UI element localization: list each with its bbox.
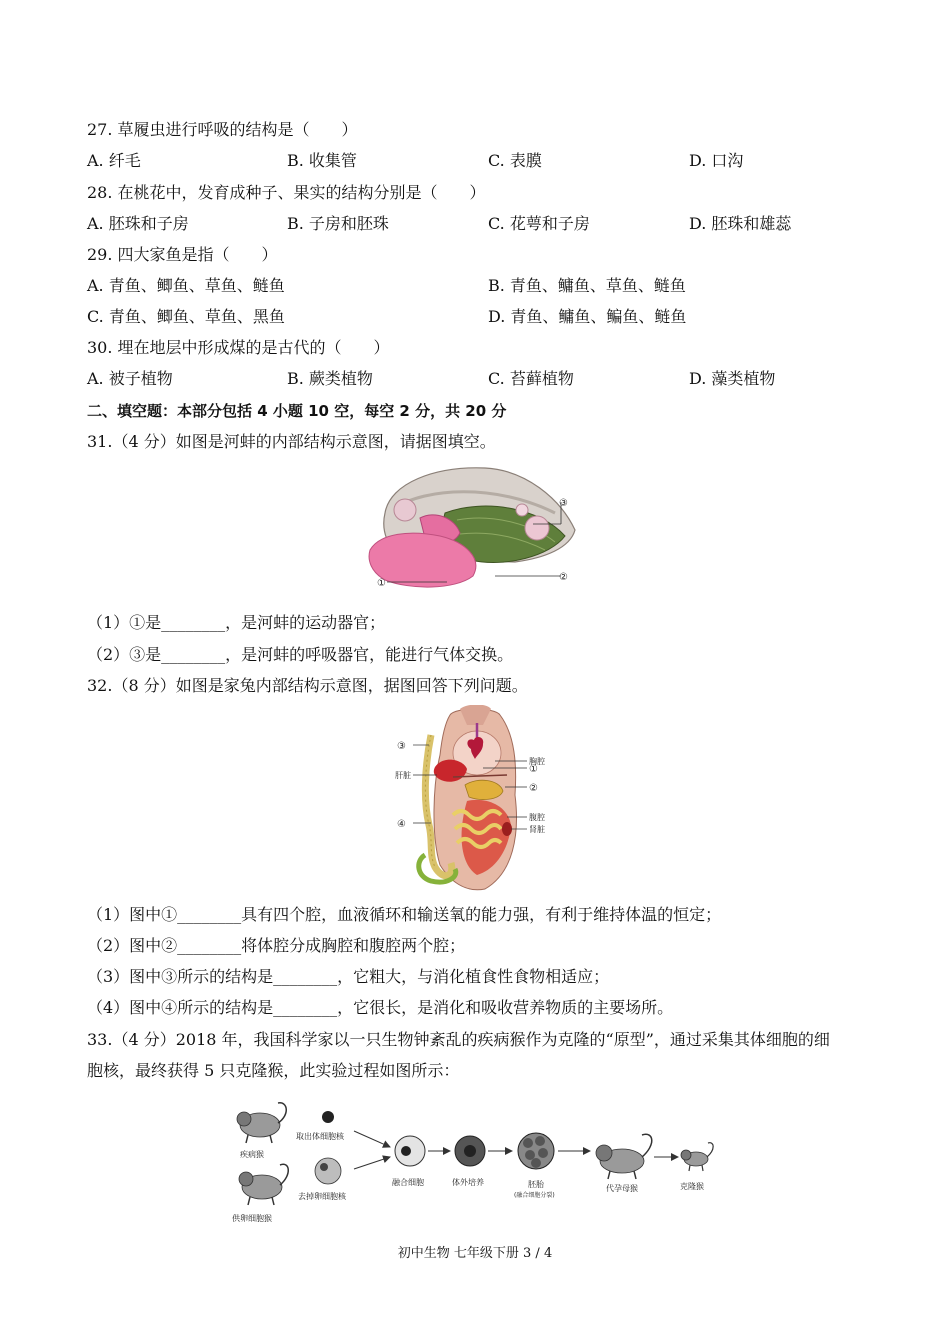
mussel-label-3: ③ <box>559 498 568 509</box>
rabbit-label-2: ② <box>529 783 538 794</box>
q29-option-d[interactable]: D. 青鱼、鳙鱼、鳊鱼、鲢鱼 <box>488 307 687 326</box>
q32-sub-1: （1）图中①________具有四个腔，血液循环和输送氧的能力强，有利于维持体温的恒定； <box>87 905 722 924</box>
section-heading: 二、填空题：本部分包括 4 小题 10 空，每空 2 分，共 20 分 <box>87 402 507 420</box>
label-embryo: 胚胎 <box>528 1180 544 1189</box>
label-sick-monkey: 疾病猴 <box>240 1150 264 1159</box>
q33-stem-line2: 胞核，最终获得 5 只克隆猴，此实验过程如图所示： <box>87 1061 460 1080</box>
q27-option-c[interactable]: C. 表膜 <box>488 151 542 170</box>
label-fused-cell: 融合细胞 <box>392 1178 424 1187</box>
label-surrogate: 代孕母猴 <box>606 1184 638 1193</box>
q30-option-b[interactable]: B. 蕨类植物 <box>287 369 373 388</box>
label-take-nucleus: 取出体细胞核 <box>296 1132 344 1141</box>
q28-stem: 28. 在桃花中，发育成种子、果实的结构分别是（ ） <box>87 183 486 202</box>
label-donor-monkey: 供卵细胞猴 <box>232 1214 272 1223</box>
page-footer: 初中生物 七年级下册 3 / 4 <box>397 1246 553 1261</box>
label-remove-nucleus: 去掉卵细胞核 <box>298 1192 346 1201</box>
rabbit-figure <box>395 705 570 893</box>
embryo-icon <box>518 1133 554 1169</box>
q27-option-b[interactable]: B. 收集管 <box>287 151 357 170</box>
surrogate-monkey-icon <box>596 1134 652 1179</box>
clone-monkey-icon <box>681 1143 713 1171</box>
adductor-posterior <box>525 516 549 540</box>
clone-process-figure <box>230 1095 720 1230</box>
q29-option-a[interactable]: A. 青鱼、鲫鱼、草鱼、鲢鱼 <box>87 276 285 295</box>
q28-option-a[interactable]: A. 胚珠和子房 <box>87 214 189 233</box>
q27-option-a[interactable]: A. 纤毛 <box>87 151 141 170</box>
q29-stem: 29. 四大家鱼是指（ ） <box>87 245 278 264</box>
q32-sub-3: （3）图中③所示的结构是________，它粗大，与消化植食性食物相适应； <box>87 967 610 986</box>
q27-option-d[interactable]: D. 口沟 <box>689 151 744 170</box>
donor-monkey-icon <box>239 1164 288 1205</box>
q30-option-c[interactable]: C. 苔藓植物 <box>488 369 574 388</box>
q31-sub-1: （1）①是________，是河蚌的运动器官； <box>87 613 386 632</box>
label-embryo-note: (融合细胞分裂) <box>514 1192 555 1199</box>
somatic-nucleus-icon <box>322 1111 334 1123</box>
q28-option-b[interactable]: B. 子房和胚珠 <box>287 214 389 233</box>
q32-sub-2: （2）图中②________将体腔分成胸腔和腹腔两个腔； <box>87 936 466 955</box>
rabbit-label-kidney: 肾脏 <box>529 825 545 834</box>
q30-stem: 30. 埋在地层中形成煤的是古代的（ ） <box>87 338 390 357</box>
q29-option-c[interactable]: C. 青鱼、鲫鱼、草鱼、黑鱼 <box>87 307 285 326</box>
q28-option-c[interactable]: C. 花萼和子房 <box>488 214 590 233</box>
label-culture: 体外培养 <box>452 1178 484 1187</box>
mussel-label-2: ② <box>559 572 568 583</box>
q30-option-d[interactable]: D. 藻类植物 <box>689 369 776 388</box>
sick-monkey-icon <box>237 1103 286 1143</box>
q32-stem: 32.（8 分）如图是家兔内部结构示意图，据图回答下列问题。 <box>87 676 528 695</box>
rabbit-label-1: ① <box>529 764 538 775</box>
q27-stem: 27. 草履虫进行呼吸的结构是（ ） <box>87 120 358 139</box>
egg-cell-icon <box>315 1158 341 1184</box>
rabbit-label-thorax: 胸腔 <box>529 757 545 766</box>
q31-stem: 31.（4 分）如图是河蚌的内部结构示意图，请据图填空。 <box>87 432 496 451</box>
rabbit-label-3: ③ <box>397 741 406 752</box>
mussel-label-1: ① <box>377 578 386 589</box>
label-clone: 克隆猴 <box>680 1182 704 1191</box>
q29-option-b[interactable]: B. 青鱼、鳙鱼、草鱼、鲢鱼 <box>488 276 686 295</box>
q30-option-a[interactable]: A. 被子植物 <box>87 369 173 388</box>
adductor-anterior <box>394 499 416 521</box>
mussel-figure <box>365 458 585 594</box>
q31-sub-2: （2）③是________，是河蚌的呼吸器官，能进行气体交换。 <box>87 645 514 664</box>
rabbit-label-abdomen: 腹腔 <box>529 813 545 822</box>
q33-stem-line1: 33.（4 分）2018 年，我国科学家以一只生物钟紊乱的疾病猴作为克隆的“原型”，通过采集其体细胞的细 <box>87 1030 830 1049</box>
q28-option-d[interactable]: D. 胚珠和雄蕊 <box>689 214 792 233</box>
rabbit-label-liver: 肝脏 <box>395 771 411 780</box>
q32-sub-4: （4）图中④所示的结构是________，它很长，是消化和吸收营养物质的主要场所。 <box>87 998 674 1017</box>
rabbit-label-4: ④ <box>397 819 406 830</box>
